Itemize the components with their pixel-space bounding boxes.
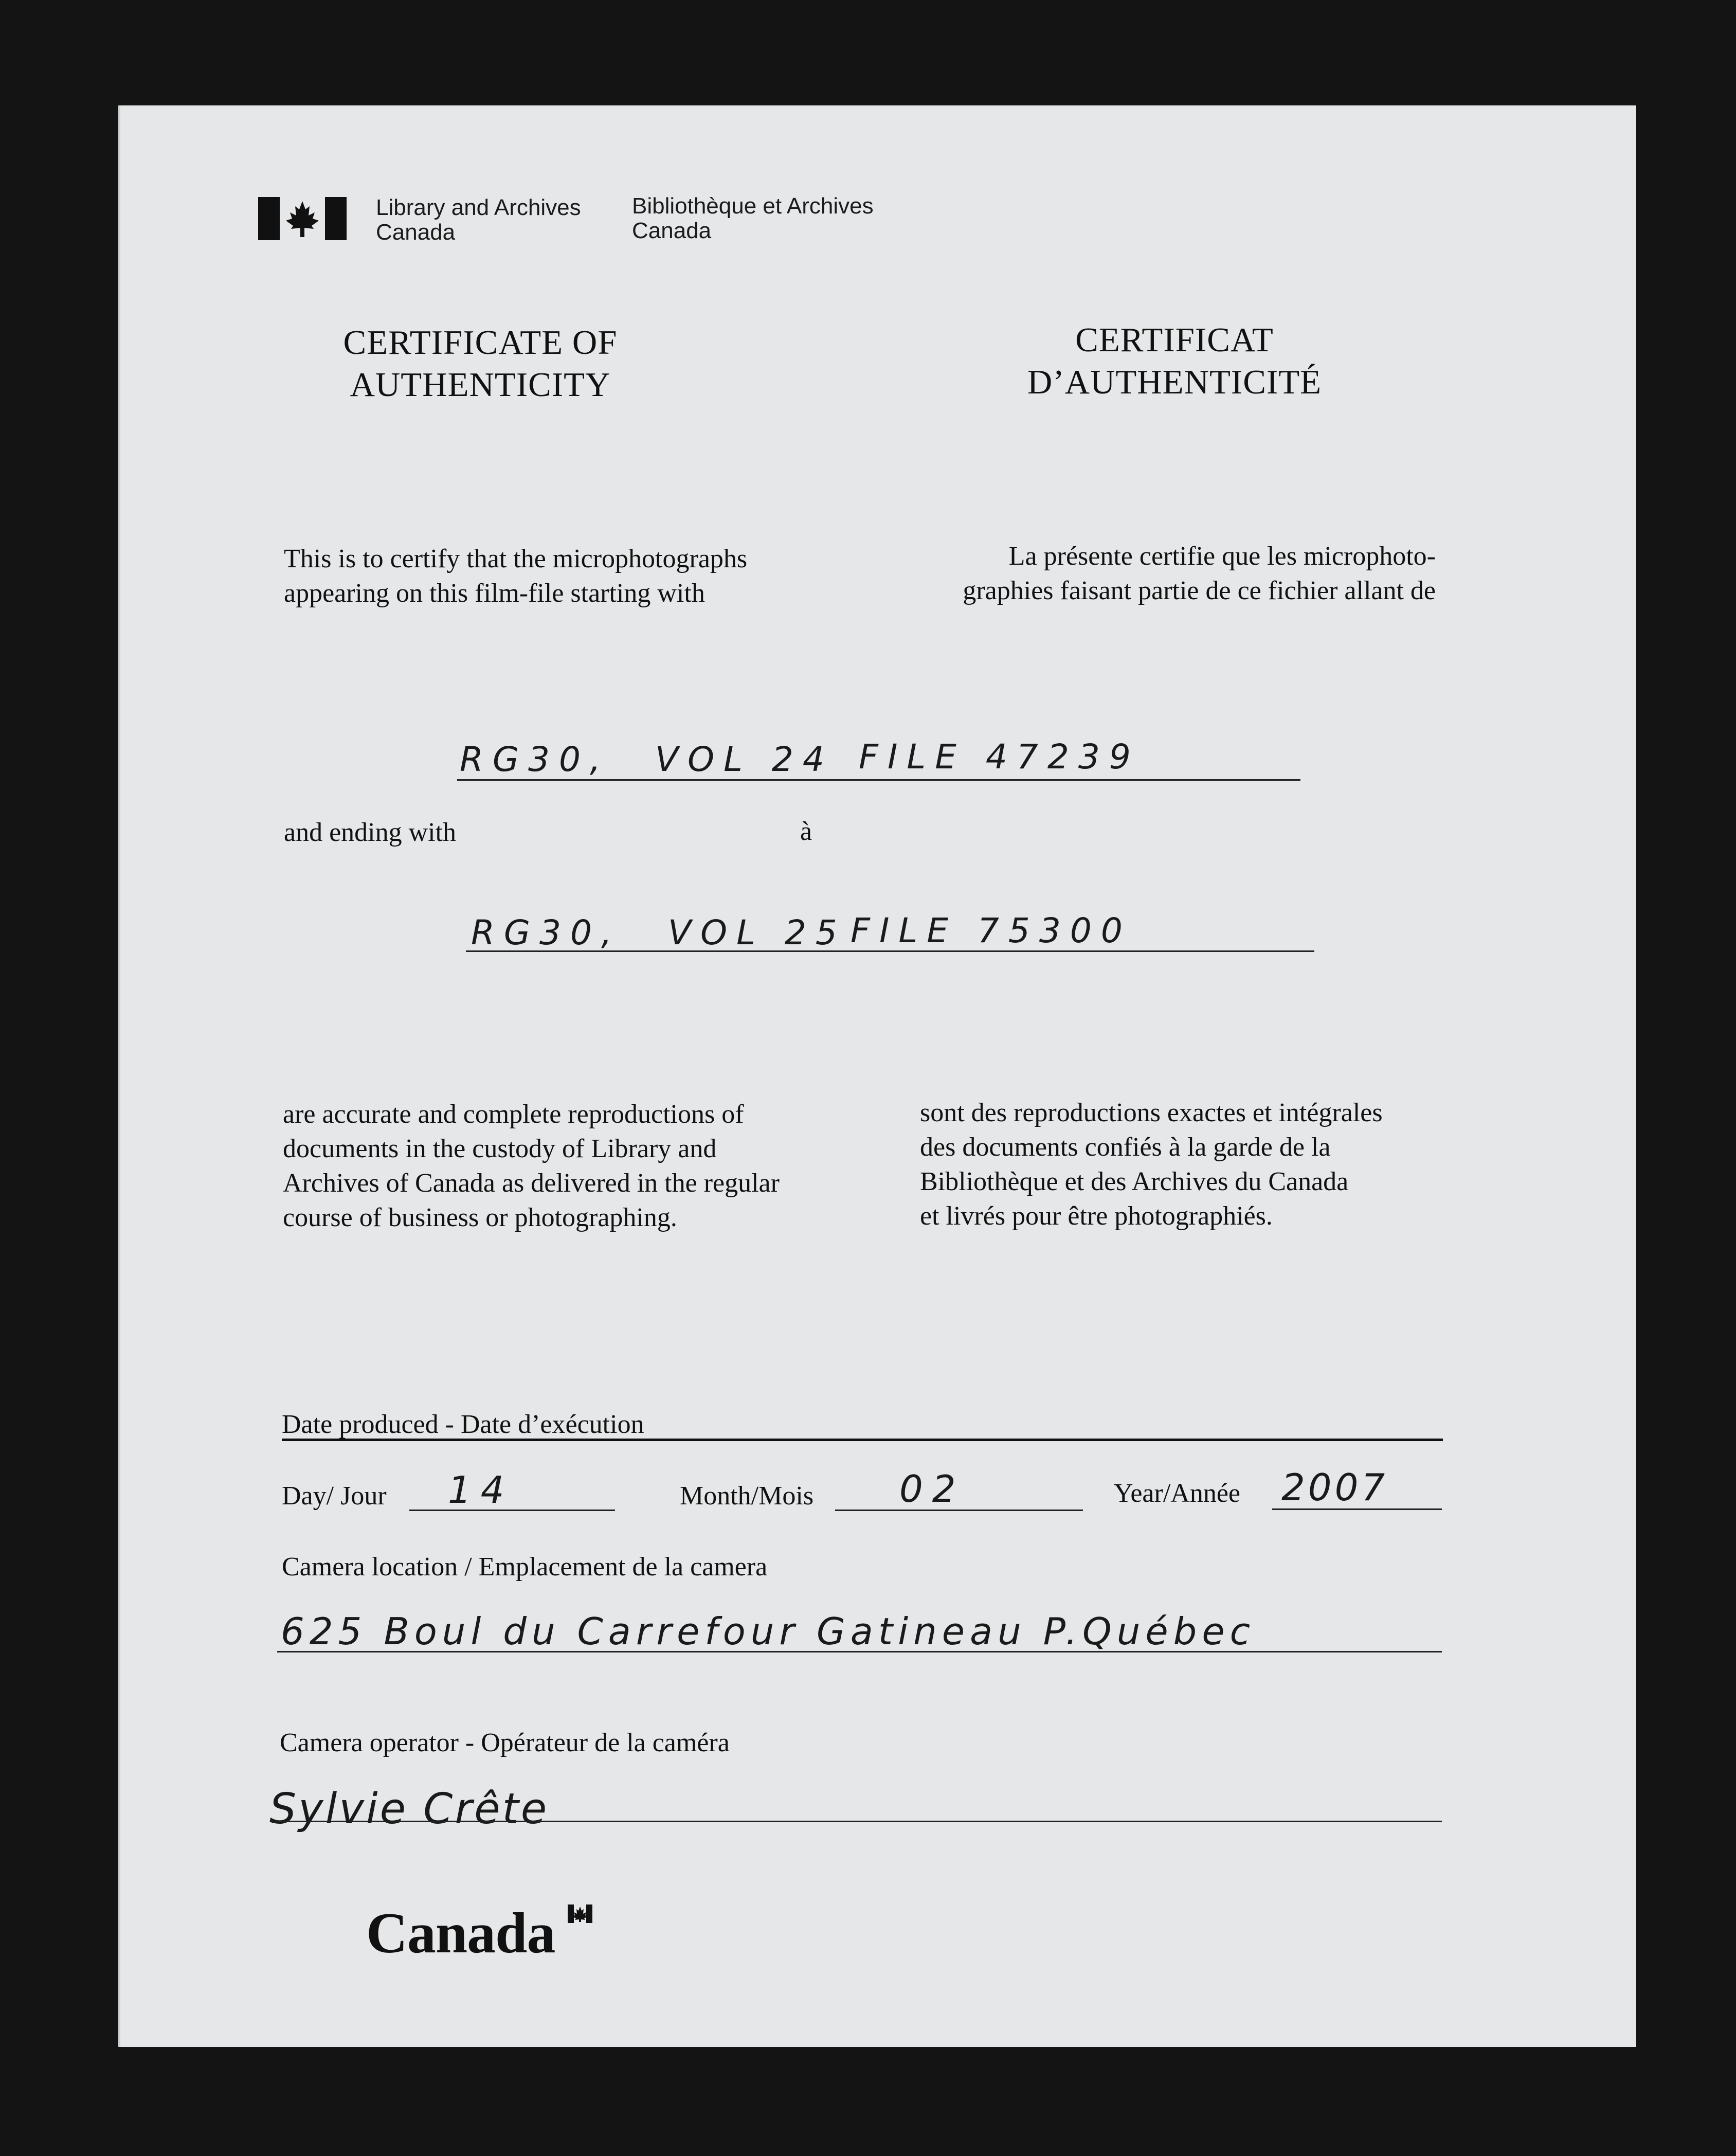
title-en	[321, 321, 640, 406]
camera-operator-line	[275, 1821, 1442, 1822]
start-file-vol: VOL 24	[655, 740, 834, 779]
end-file-number: FILE 75300	[851, 911, 1132, 950]
start-file-number: FILE 47239	[859, 737, 1140, 777]
month-line	[835, 1510, 1083, 1511]
canada-wordmark	[366, 1900, 555, 1967]
wordmark-flag-icon	[568, 1905, 592, 1923]
year-label: Year/Année	[1114, 1479, 1240, 1508]
year-line	[1272, 1508, 1442, 1510]
agency-name-en-line1: Library and Archives	[376, 195, 581, 220]
agency-name-fr-line2: Canada	[632, 218, 712, 243]
intro-fr-line1: La présente certifie que les microphoto-	[1008, 542, 1436, 571]
intro-en-line1: This is to certify that the microphotographs	[284, 544, 748, 573]
date-heading: Date produced - Date d’exécution	[282, 1410, 644, 1439]
day-line	[409, 1510, 615, 1511]
statement-fr-line1: sont des reproductions exactes et intégrales	[920, 1098, 1383, 1127]
camera-operator-label: Camera operator - Opérateur de la caméra	[280, 1728, 730, 1757]
statement-fr-line4: et livrés pour être photographiés.	[920, 1201, 1273, 1231]
year-value: 2007	[1281, 1466, 1388, 1509]
statement-en-line4: course of business or photographing.	[283, 1203, 677, 1232]
ending-label-en: and ending with	[284, 818, 457, 847]
date-heading-rule	[282, 1439, 1443, 1441]
month-label: Month/Mois	[680, 1481, 814, 1511]
agency-name-en-line2: Canada	[376, 220, 456, 245]
statement-fr	[920, 1095, 1383, 1233]
intro-fr-line2: graphies faisant partie de ce fichier allant de	[963, 576, 1436, 605]
canada-wordmark-text: Canada	[366, 1901, 555, 1965]
title-fr-line2: D’AUTHENTICITÉ	[1027, 363, 1322, 401]
intro-fr	[906, 539, 1436, 608]
title-fr	[994, 319, 1354, 403]
end-file-vol: VOL 25	[668, 913, 846, 953]
intro-en	[284, 542, 747, 610]
start-file-rg: RG30,	[460, 740, 610, 779]
camera-location-line	[277, 1651, 1442, 1652]
statement-en-line1: are accurate and complete reproductions of	[283, 1100, 744, 1129]
ending-label-fr: à	[800, 817, 812, 846]
agency-name-fr	[632, 194, 874, 243]
intro-en-line2: appearing on this film-file starting with	[284, 579, 705, 608]
agency-name-fr-line1: Bibliothèque et Archives	[632, 193, 874, 219]
camera-location-label: Camera location / Emplacement de la camera	[282, 1552, 768, 1582]
canada-flag-icon	[258, 197, 347, 240]
month-value: 02	[899, 1467, 965, 1511]
statement-fr-line2: des documents confiés à la garde de la	[920, 1133, 1331, 1162]
end-file-rg: RG30,	[471, 913, 621, 953]
title-en-line2: AUTHENTICITY	[350, 366, 611, 404]
title-en-line1: CERTIFICATE OF	[343, 324, 618, 362]
title-fr-line1: CERTIFICAT	[1075, 321, 1274, 359]
end-file-line	[466, 950, 1314, 952]
day-label: Day/ Jour	[282, 1481, 387, 1511]
agency-name-en	[376, 195, 581, 245]
day-value: 14	[448, 1468, 514, 1512]
statement-en	[283, 1097, 780, 1235]
statement-en-line2: documents in the custody of Library and	[283, 1134, 717, 1163]
camera-location-value: 625 Boul du Carrefour Gatineau P.Québec	[281, 1610, 1256, 1653]
statement-en-line3: Archives of Canada as delivered in the regular	[283, 1169, 780, 1198]
certificate-page	[118, 105, 1636, 2047]
camera-operator-signature: Sylvie Crête	[269, 1785, 549, 1834]
statement-fr-line3: Bibliothèque et des Archives du Canada	[920, 1167, 1349, 1196]
start-file-line	[457, 779, 1300, 781]
